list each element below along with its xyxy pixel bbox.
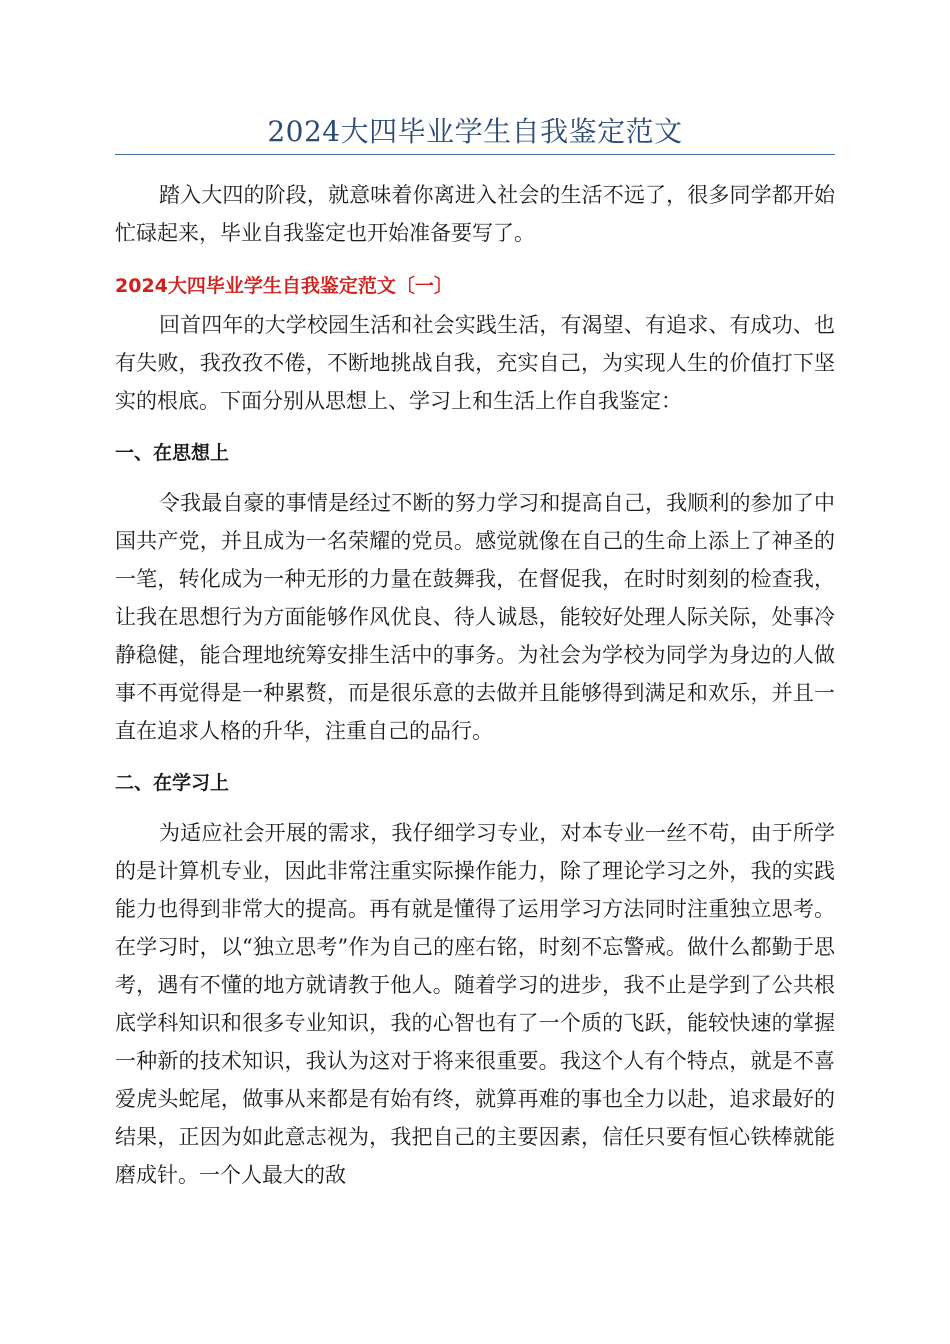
document-title: 2024大四毕业学生自我鉴定范文 (267, 115, 683, 148)
document-body (115, 176, 835, 1194)
section1-paragraph: 令我最自豪的事情是经过不断的努力学习和提高自己，我顺利的参加了中国共产党，并且成为一名荣耀的党员。感觉就像在自己的生命上添上了神圣的一笔，转化成为一种无形的力量在鼓舞我，在督促我，在时时刻刻的检查我，让我在思想行为方面能够作风优良、待人诚恳，能较好处理人际关际，处事冷静稳健，能合理地统筹安排生活中的事务。为社会为学校为同学为身边的人做事不再觉得是一种累赘，而是很乐意的去做并且能够得到满足和欢乐，并且一直在追求人格的升华，注重自己的品行。 (115, 491, 835, 743)
sample-intro-paragraph: 回首四年的大学校园生活和社会实践生活，有渴望、有追求、有成功、也有失败，我孜孜不倦，不断地挑战自我，充实自己，为实现人生的价值打下坚实的根底。下面分别从思想上、学习上和生活上作自我鉴定： (115, 313, 835, 413)
intro-paragraph: 踏入大四的阶段，就意味着你离进入社会的生活不远了，很多同学都开始忙碌起来，毕业自我鉴定也开始准备要写了。 (115, 183, 835, 245)
section1-heading: 一、在思想上 (115, 442, 230, 464)
section2-paragraph: 为适应社会开展的需求，我仔细学习专业，对本专业一丝不苟，由于所学的是计算机专业，因此非常注重实际操作能力，除了理论学习之外，我的实践能力也得到非常大的提高。再有就是懂得了运用学习方法同时注重独立思考。在学习时，以“独立思考”作为自己的座右铭，时刻不忘警戒。做什么都勤于思考，遇有不懂的地方就请教于他人。随着学习的进步，我不止是学到了公共根底学科知识和很多专业知识，我的心智也有了一个质的飞跃，能较快速的掌握一种新的技术知识，我认为这对于将来很重要。我这个人有个特点，就是不喜爱虎头蛇尾，做事从来都是有始有终，就算再难的事也全力以赴，追求最好的结果，正因为如此意志视为，我把自己的主要因素，信任只要有恒心铁棒就能磨成针。一个人最大的敌 (115, 821, 835, 1187)
sample-heading: 2024大四毕业学生自我鉴定范文〔一〕 (115, 275, 453, 297)
section2-heading: 二、在学习上 (115, 772, 230, 794)
title-underline (115, 154, 835, 155)
